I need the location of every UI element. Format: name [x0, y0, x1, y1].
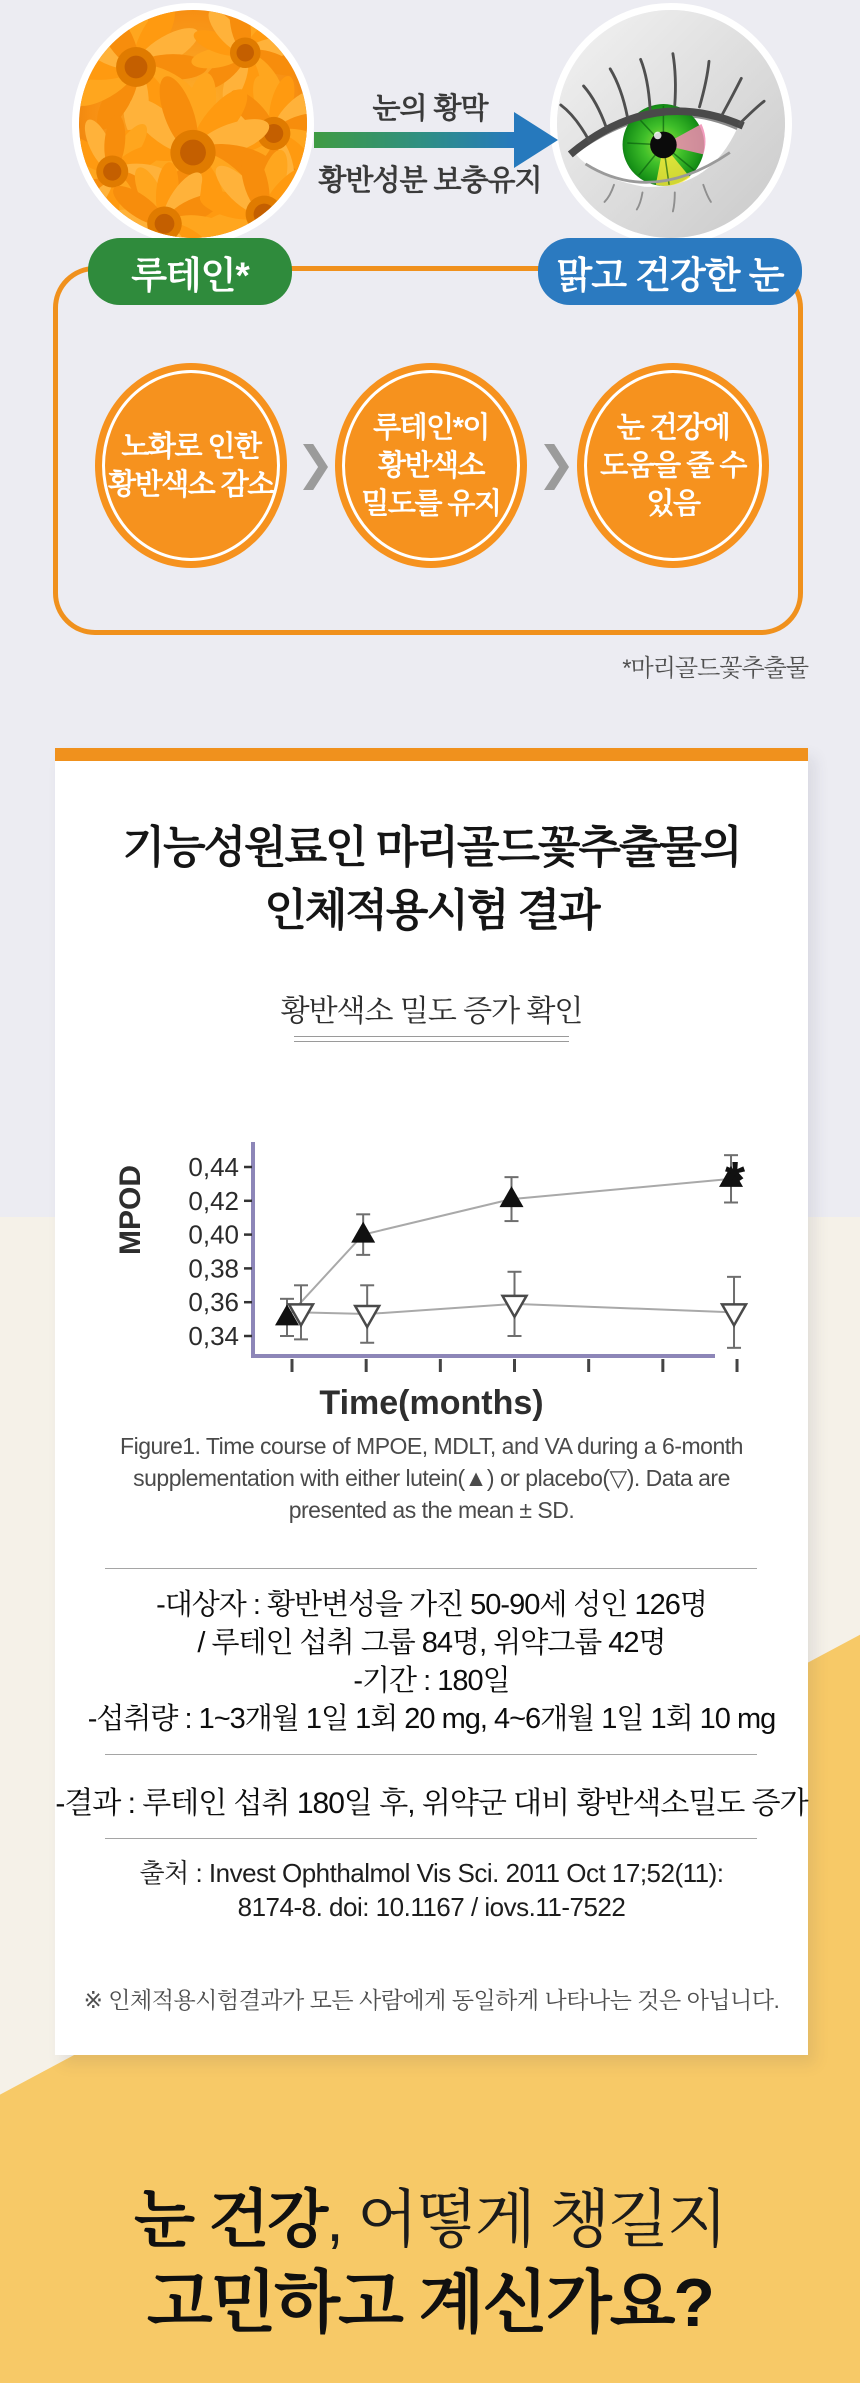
subtitle-underline [294, 1036, 569, 1042]
mpod-line-chart [160, 1130, 760, 1390]
step-text: 도움을 줄 수 [600, 449, 746, 482]
arrow-top-label: 눈의 황막 [372, 93, 488, 125]
study-result: -결과 : 루테인 섭취 180일 후, 위약군 대비 황반색소밀도 증가 [55, 1787, 808, 1820]
figure-caption-line1: Figure1. Time course of MPOE, MDLT, and VA during a 6-month [120, 1433, 743, 1459]
figure-caption-line2: supplementation with either lutein(▲) or placebo(▽). Data are [133, 1465, 730, 1491]
chart-subtitle: 황반색소 밀도 증가 확인 [280, 995, 583, 1028]
study-title-line2: 인체적용시험 결과 [264, 886, 599, 935]
step-eye-health-help [577, 363, 769, 568]
study-title-line1: 기능성원료인 마리골드꽃추출물의 [122, 823, 741, 872]
chevron-right-icon: ❯ [296, 437, 335, 489]
y-axis-label: MPOD [114, 1165, 147, 1255]
svg-text:0,34: 0,34 [188, 1321, 239, 1351]
step-aging-decline [95, 363, 287, 568]
study-card [55, 748, 808, 2055]
svg-text:0,36: 0,36 [188, 1287, 239, 1318]
divider [105, 1838, 757, 1839]
footer-headline [0, 2180, 860, 2346]
detail-dosage: -섭취량 : 1~3개월 1일 1회 20 mg, 4~6개월 1일 1회 10 mg [87, 1703, 776, 1735]
footer-line1-rest: , 어떻게 챙길지 [326, 2185, 726, 2255]
significance-asterisk: * [724, 1152, 746, 1210]
step-text: 밀도를 유지 [361, 487, 501, 520]
svg-text:0,38: 0,38 [188, 1253, 239, 1284]
step-text: 노화로 인한 [121, 430, 261, 463]
step-text: 황반색소 [377, 449, 485, 482]
card-accent-bar [55, 748, 808, 761]
x-axis-label: Time(months) [319, 1384, 544, 1422]
citation-line1: 출처 : Invest Ophthalmol Vis Sci. 2011 Oct 17;52(11): [139, 1858, 724, 1888]
chevron-right-icon: ❯ [537, 437, 576, 489]
marigold-footnote: *마리골드꽃추출물 [622, 655, 808, 682]
eye-illustration [557, 10, 785, 238]
divider [105, 1568, 757, 1569]
footer-line1-strong: 눈 건강 [134, 2185, 327, 2255]
step-text: 있음 [646, 487, 700, 520]
step-text: 루테인*이 [373, 411, 489, 444]
figure-caption-line3: presented as the mean ± SD. [288, 1497, 575, 1523]
step-text: 눈 건강에 [616, 411, 730, 444]
marigold-flowers-illustration [79, 10, 307, 238]
citation [55, 1856, 808, 1924]
healthy-eye-badge: 맑고 건강한 눈 [538, 238, 802, 305]
figure-caption [55, 1430, 808, 1526]
svg-text:0,40: 0,40 [188, 1219, 239, 1250]
detail-groups: / 루테인 섭취 그룹 84명, 위약그룹 42명 [197, 1627, 666, 1659]
detail-subjects: -대상자 : 황반변성을 가진 50-90세 성인 126명 [156, 1589, 707, 1621]
marigold-photo [72, 3, 314, 245]
citation-line2: 8174-8. doi: 10.1167 / iovs.11-7522 [237, 1892, 626, 1922]
svg-text:0,44: 0,44 [188, 1152, 239, 1182]
study-title [55, 816, 808, 942]
footer-line1 [0, 2180, 860, 2260]
disclaimer-note: ※ 인체적용시험결과가 모든 사람에게 동일하게 나타나는 것은 아닙니다. [83, 1987, 780, 2013]
study-details [55, 1586, 808, 1738]
arrow-bottom-label: 황반성분 보충유지 [318, 165, 542, 197]
step-lutein-maintains [335, 363, 527, 568]
step-text: 황반색소 감소 [108, 468, 274, 501]
lutein-badge: 루테인* [88, 238, 292, 305]
divider [105, 1754, 757, 1755]
footer-line2: 고민하고 계신가요? [147, 2265, 713, 2341]
detail-duration: -기간 : 180일 [353, 1665, 510, 1697]
eye-photo [550, 3, 792, 245]
svg-text:0,42: 0,42 [188, 1185, 239, 1216]
